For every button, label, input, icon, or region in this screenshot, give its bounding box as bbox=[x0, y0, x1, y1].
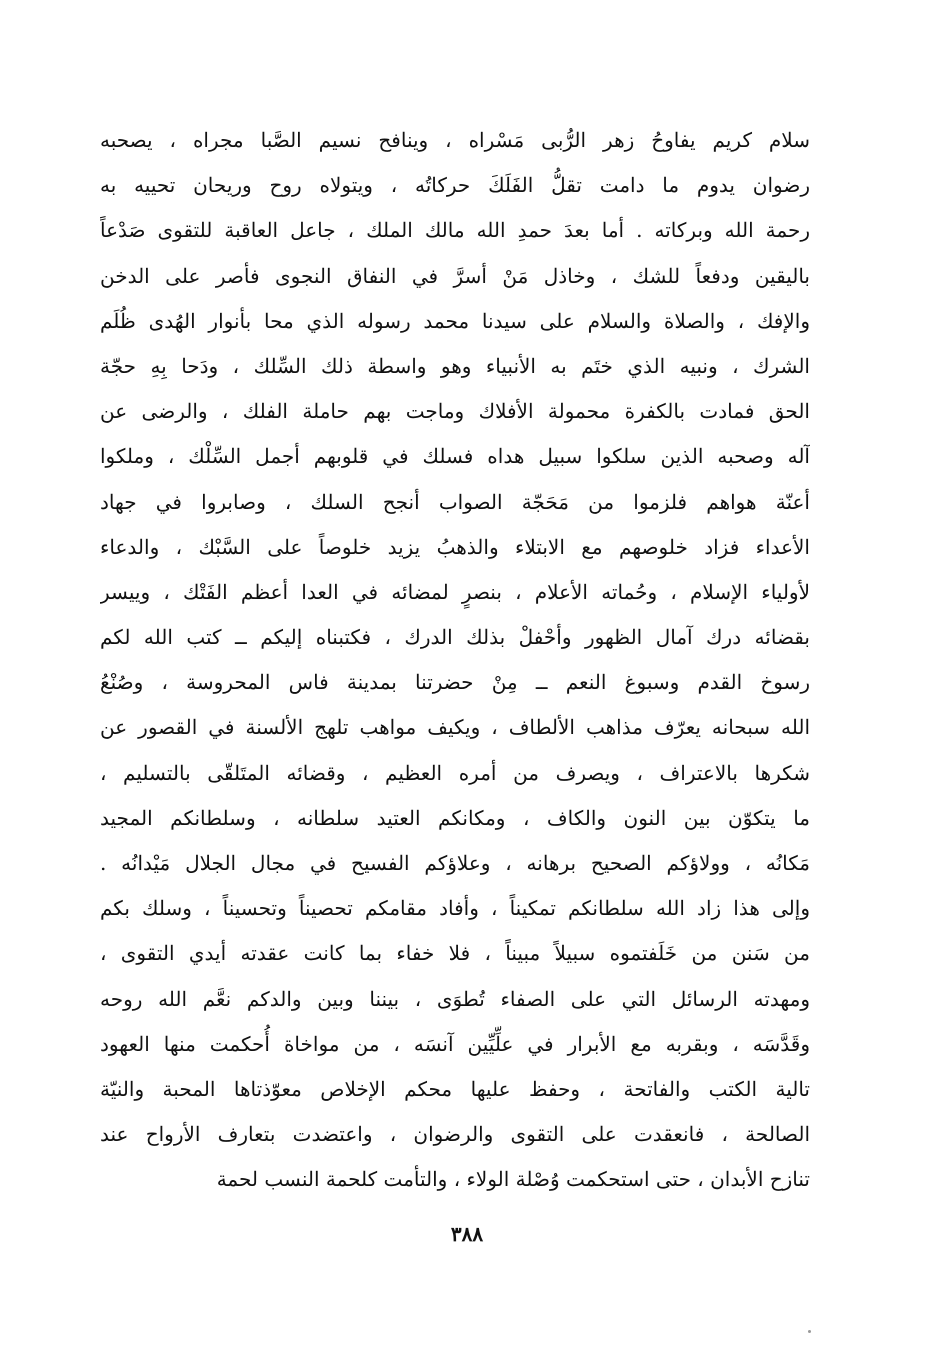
scan-speck bbox=[808, 1330, 811, 1333]
text-line: لأولياء الإسلام ، وحُماته الأعلام ، بنصرٍ لمضائه في العدا أعظم الفَتْك ، وييسر bbox=[100, 579, 810, 604]
text-line: الصالحة ، فانعقدت على التقوى والرضوان ، واعتضدت بتعارف الأرواح عند bbox=[100, 1122, 810, 1147]
text-line: رضوان يدوم ما دامت تقلُّ الفَلَكَ حركاتُه ، ويتولاه روح وريحان تحييه به bbox=[100, 173, 810, 198]
text-line: تنازح الأبدان ، حتى استحكمت وُصْلة الولاء ، والتأمت كلحمة النسب لحمة bbox=[216, 1167, 810, 1192]
text-line: مَكانُه ، وولاؤكم الصحيح برهانه ، وعلاؤكم الفسيح في مجال الجلال مَيْدانُه . bbox=[100, 851, 810, 875]
text-line: شكرها بالاعتراف ، ويصرف من أمره العظيم ، وقضائه المتَلقّى بالتسليم ، bbox=[100, 760, 810, 785]
text-line: الله سبحانه يعرّف مذاهب الألطاف ، ويكيف مواهب تلهج الألسنة في القصور عن bbox=[100, 715, 810, 740]
text-line: تالية الكتب والفاتحة ، وحفظ عليها محكم الإخلاص معوّذتاها المحبة والنيّة bbox=[100, 1076, 810, 1101]
text-line: سلام كريم يفاوحُ زهر الرُّبى مَسْراه ، وينافح نسيم الصَّبا مجراه ، يصحبه bbox=[100, 128, 810, 152]
arabic-text-body bbox=[100, 118, 810, 1203]
text-line: رحمة الله وبركاته . أما بعدَ حمدِ الله مالك الملك ، جاعل العاقبة للتقوى صَدْعاً bbox=[100, 218, 810, 243]
text-line: ما يتكوّن بين النون والكاف ، ومكانكم العتيد سلطانه ، وسلطانكم المجيد bbox=[100, 805, 810, 830]
text-line: وإلى هذا زاد الله سلطانكم تمكيناً ، وأفاد مقامكم تحصيناً وتحسيناً ، وسلك بكم bbox=[100, 896, 810, 921]
text-line: الأعداء فزاد خلوصهم مع الابتلاء والذهبُ يزيد خلوصاً على السَّبْك ، والدعاء bbox=[100, 534, 810, 559]
text-line: الحق فمادت بالكفرة محمولة الأفلاك وماجت بهم حاملة الفلك ، والرضى عن bbox=[100, 399, 810, 424]
text-line: رسوخ القدم وسبوغ النعم ــ مِنْ حضرتنا بمدينة فاس المحروسة ، وصُنْعُ bbox=[100, 670, 810, 695]
text-line: باليقين ودفعاً للشك ، وخاذل مَنْ أسرَّ في النفاق النجوى فأصر على الدخن bbox=[100, 263, 810, 288]
text-line: وقَدَّسَه ، وبقربه مع الأبرار في علِّيِّين آنسَه ، من مواخاة أُحكمت منها العهود bbox=[100, 1031, 810, 1056]
page-number: ٣٨٨ bbox=[450, 1222, 484, 1246]
text-line: أعنّة هواهم فلزموا من مَحَجّة الصواب أنجح السلك ، وصابروا في جهاد bbox=[100, 489, 810, 514]
text-line: والإفك ، والصلاة والسلام على سيدنا محمد رسوله الذي محا بأنوار الهُدى ظُلَم bbox=[100, 308, 810, 333]
text-line: ومهدته الرسائل التي على الصفاء تُطوَى ، بيننا وبين والدكم نعَّم الله روحه bbox=[100, 986, 810, 1011]
text-line: آله وصحبه الذين سلكوا سبيل هداه فسلك في قلوبهم أجمل السِّلْك ، وملكوا bbox=[100, 444, 810, 469]
text-line: بقضائه درك آمال الظهور وأحْفلْ بذلك الدرك ، فكتبناه إليكم ــ كتب الله لكم bbox=[100, 625, 810, 650]
text-line: من سَنن من خَلَفتموه سبيلاً مبيناً ، فلا خفاء بما كانت عقدته أيدي التقوى ، bbox=[100, 941, 810, 966]
text-line: الشرك ، ونبيه الذي ختَم به الأنبياء وهو واسطة ذلك السِّلك ، ودَحا بِهِ حجّة bbox=[100, 353, 810, 378]
